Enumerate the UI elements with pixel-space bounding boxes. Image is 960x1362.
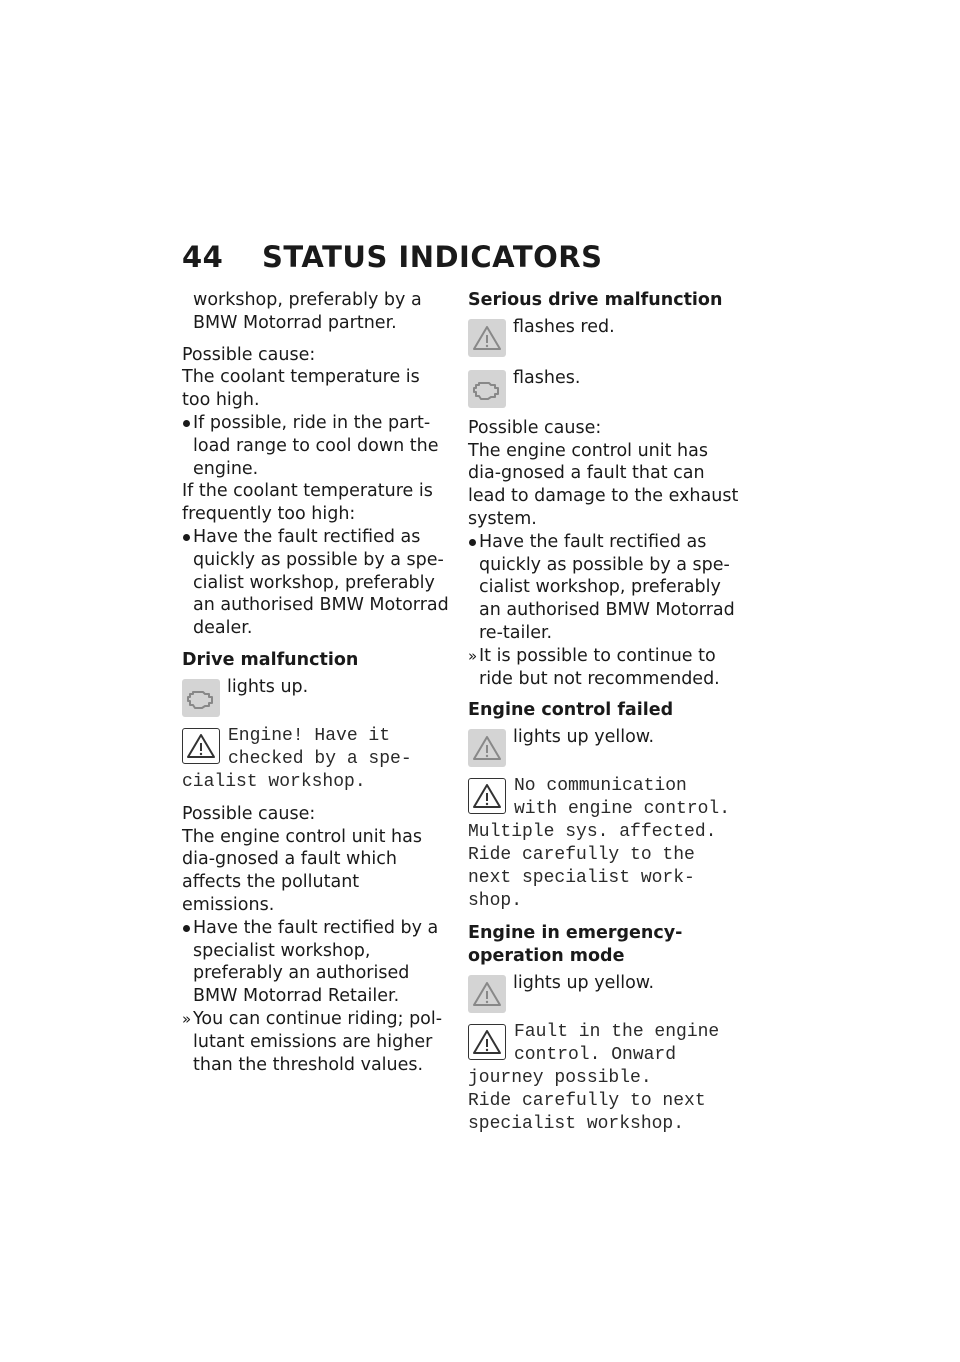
engine-warning-icon [468, 370, 506, 408]
cause-label: Possible cause: [468, 417, 602, 438]
display-warning-triangle-icon [468, 778, 506, 814]
section-heading-serious-drive-malfunction: Serious drive malfunction [468, 290, 723, 310]
display-message [468, 1021, 743, 1136]
indicator-row [182, 676, 452, 717]
display-text: Fault in the engine control. Onward journey possible. Ride carefully to next specialist workshop. [468, 1021, 720, 1134]
indicator-row [468, 367, 743, 408]
display-warning-triangle-icon [468, 1024, 506, 1060]
cause-label: Possible cause: [182, 344, 316, 365]
right-column [468, 289, 743, 1136]
cause-text: The coolant temperature is too high. [182, 367, 420, 411]
bullet-item: Have the fault rectified by a specialist workshop, preferably an authorised BMW Motorrad Retailer. [182, 917, 452, 1008]
indicator-row [468, 726, 743, 767]
cause-text: The engine control unit has dia-gnosed a fault which affects the pollutant emissions. [182, 826, 422, 915]
display-text: No communication with engine control. Multiple sys. affected. Ride carefully to the next specialist work- shop. [468, 776, 731, 912]
indicator-text: lights up yellow. [513, 972, 655, 993]
indicator-row [468, 316, 743, 357]
left-column [182, 289, 452, 1076]
general-warning-icon [468, 319, 506, 357]
result-list [468, 645, 743, 691]
section-heading-drive-malfunction: Drive malfunction [182, 649, 359, 670]
indicator-text: lights up yellow. [513, 727, 655, 748]
engine-warning-icon [182, 679, 220, 717]
result-item: » It is possible to continue to ride but not recommended. [468, 645, 743, 691]
indicator-text: lights up. [227, 676, 309, 697]
display-message [468, 775, 743, 913]
bullet-item: Have the fault rectified as quickly as possible by a spe-cialist workshop, preferably an authorised BMW Motorrad re-tailer. [468, 531, 743, 645]
indicator-text: flashes. [513, 367, 581, 388]
display-text: Engine! Have it checked by a spe- cialist workshop. [182, 725, 412, 792]
page-title: STATUS INDICATORS [262, 240, 603, 274]
bullet-item: If possible, ride in the part-load range to cool down the engine. [182, 412, 452, 480]
result-item: » You can continue riding; pol-lutant emissions are higher than the threshold values. [182, 1008, 452, 1076]
page-number: 44 [182, 240, 224, 274]
indicator-row [468, 972, 743, 1013]
general-warning-icon [468, 975, 506, 1013]
cause-text: The engine control unit has dia-gnosed a fault that can lead to damage to the exhaust system. [468, 440, 739, 529]
bullet-list [182, 917, 452, 1008]
indicator-text: flashes red. [513, 316, 615, 337]
general-warning-icon [468, 729, 506, 767]
bullet-list [468, 531, 743, 645]
bullet-list [182, 526, 452, 640]
cause-label: Possible cause: [182, 803, 316, 824]
result-list [182, 1008, 452, 1076]
condition-text: If the coolant temperature is frequently too high: [182, 481, 433, 525]
bullet-item: Have the fault rectified as quickly as possible by a spe-cialist workshop, preferably an authorised BMW Motorrad dealer. [182, 526, 452, 640]
page-header [182, 240, 602, 274]
bullet-list [182, 412, 452, 480]
section-heading-engine-emergency-mode: Engine in emergency-operation mode [468, 923, 683, 966]
display-warning-triangle-icon [182, 728, 220, 764]
continued-text: workshop, preferably by a BMW Motorrad partner. [193, 290, 422, 333]
display-message [182, 725, 452, 794]
section-heading-engine-control-failed: Engine control failed [468, 700, 674, 721]
